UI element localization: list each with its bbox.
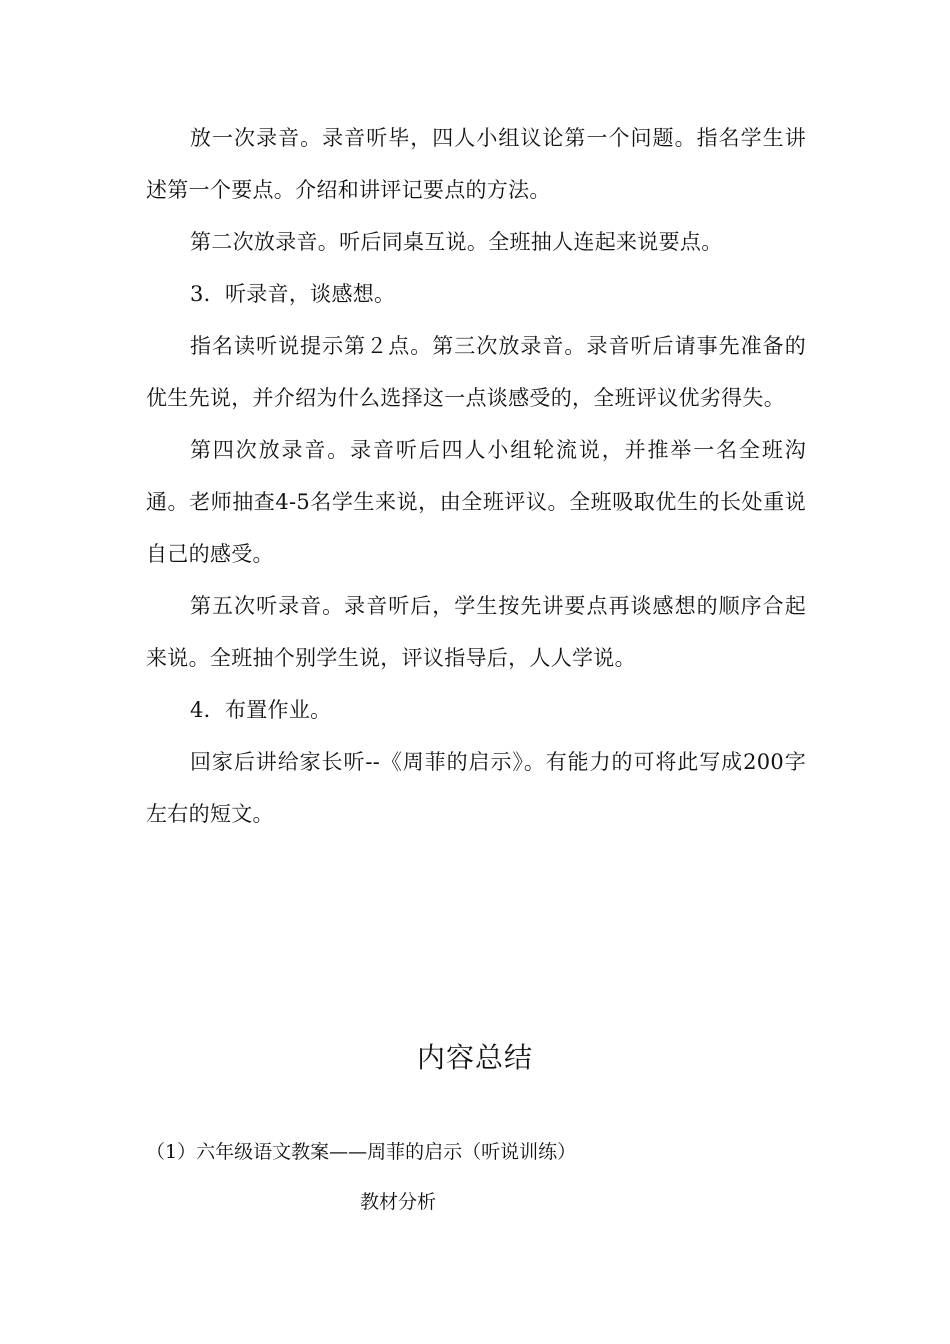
lesson-body — [146, 112, 806, 840]
summary-title: 内容总结 — [416, 1041, 533, 1074]
step-3-heading: 3．听录音，谈感想。 — [190, 282, 396, 306]
paragraph-recording-one: 放一次录音。录音听毕，四人小组议论第一个问题。指名学生讲述第一个要点。介绍和讲评记要点的方法。 — [146, 126, 806, 202]
paragraph-recording-four: 第四次放录音。录音听后四人小组轮流说，并推举一名全班沟通。老师抽查4-5名学生来说，由全班评议。全班吸取优生的长处重说自己的感受。 — [146, 438, 806, 566]
paragraph-recording-two: 第二次放录音。听后同桌互说。全班抽人连起来说要点。 — [190, 230, 723, 254]
paragraph-recording-five: 第五次听录音。录音听后，学生按先讲要点再谈感想的顺序合起来说。全班抽个别学生说，评议指导后，人人学说。 — [146, 594, 806, 670]
summary-item: （1）六年级语文教案——周菲的启示（听说训练） — [146, 1141, 577, 1163]
step-4-heading: 4．布置作业。 — [190, 698, 332, 722]
paragraph-recording-three: 指名读听说提示第２点。第三次放录音。录音听后请事先准备的优生先说，并介绍为什么选择这一点谈感受的，全班评议优劣得失。 — [146, 334, 806, 410]
summary-subheading: 教材分析 — [360, 1191, 437, 1213]
paragraph-homework: 回家后讲给家长听--《周菲的启示》。有能力的可将此写成200字左右的短文。 — [146, 750, 806, 826]
